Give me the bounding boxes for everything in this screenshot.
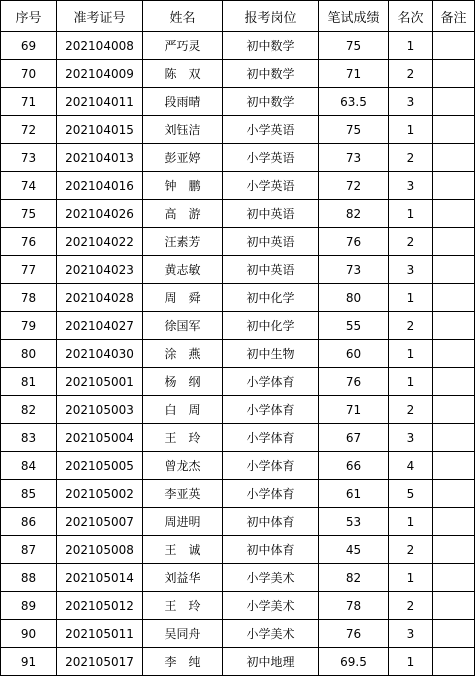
cell-seq: 83 bbox=[1, 424, 57, 452]
table-row bbox=[1, 172, 475, 200]
cell-position: 初中化学 bbox=[223, 284, 319, 312]
cell-rank: 2 bbox=[389, 592, 433, 620]
cell-score: 55 bbox=[319, 312, 389, 340]
cell-exam-id: 202105004 bbox=[57, 424, 143, 452]
cell-score: 76 bbox=[319, 620, 389, 648]
cell-rank: 3 bbox=[389, 88, 433, 116]
cell-name: 白 周 bbox=[143, 396, 223, 424]
cell-position: 小学美术 bbox=[223, 592, 319, 620]
cell-seq: 74 bbox=[1, 172, 57, 200]
cell-remark bbox=[433, 648, 475, 676]
cell-score: 75 bbox=[319, 32, 389, 60]
cell-score: 82 bbox=[319, 200, 389, 228]
cell-seq: 89 bbox=[1, 592, 57, 620]
cell-name: 王 玲 bbox=[143, 592, 223, 620]
cell-rank: 1 bbox=[389, 368, 433, 396]
cell-name: 彭亚婷 bbox=[143, 144, 223, 172]
header-position: 报考岗位 bbox=[223, 1, 319, 32]
cell-score: 67 bbox=[319, 424, 389, 452]
cell-remark bbox=[433, 116, 475, 144]
cell-remark bbox=[433, 620, 475, 648]
cell-name: 李 纯 bbox=[143, 648, 223, 676]
cell-remark bbox=[433, 424, 475, 452]
cell-exam-id: 202105001 bbox=[57, 368, 143, 396]
cell-seq: 84 bbox=[1, 452, 57, 480]
cell-seq: 91 bbox=[1, 648, 57, 676]
table-row bbox=[1, 256, 475, 284]
cell-rank: 4 bbox=[389, 452, 433, 480]
cell-position: 小学体育 bbox=[223, 452, 319, 480]
cell-exam-id: 202105008 bbox=[57, 536, 143, 564]
table-row bbox=[1, 620, 475, 648]
cell-exam-id: 202104016 bbox=[57, 172, 143, 200]
table-row bbox=[1, 368, 475, 396]
cell-score: 80 bbox=[319, 284, 389, 312]
cell-exam-id: 202105002 bbox=[57, 480, 143, 508]
cell-exam-id: 202105011 bbox=[57, 620, 143, 648]
cell-score: 60 bbox=[319, 340, 389, 368]
cell-position: 初中化学 bbox=[223, 312, 319, 340]
cell-remark bbox=[433, 340, 475, 368]
cell-exam-id: 202104011 bbox=[57, 88, 143, 116]
cell-remark bbox=[433, 592, 475, 620]
cell-position: 初中体育 bbox=[223, 508, 319, 536]
cell-name: 徐国军 bbox=[143, 312, 223, 340]
cell-name: 王 诚 bbox=[143, 536, 223, 564]
cell-remark bbox=[433, 452, 475, 480]
cell-remark bbox=[433, 256, 475, 284]
cell-rank: 2 bbox=[389, 228, 433, 256]
cell-exam-id: 202104028 bbox=[57, 284, 143, 312]
header-name: 姓名 bbox=[143, 1, 223, 32]
cell-position: 小学体育 bbox=[223, 424, 319, 452]
table-row bbox=[1, 564, 475, 592]
table-row bbox=[1, 424, 475, 452]
cell-position: 小学英语 bbox=[223, 172, 319, 200]
cell-rank: 2 bbox=[389, 536, 433, 564]
cell-rank: 3 bbox=[389, 172, 433, 200]
table-body bbox=[1, 32, 475, 676]
cell-position: 小学体育 bbox=[223, 480, 319, 508]
cell-remark bbox=[433, 144, 475, 172]
cell-remark bbox=[433, 508, 475, 536]
cell-seq: 71 bbox=[1, 88, 57, 116]
cell-score: 61 bbox=[319, 480, 389, 508]
cell-remark bbox=[433, 480, 475, 508]
cell-remark bbox=[433, 172, 475, 200]
table-row bbox=[1, 200, 475, 228]
table-row bbox=[1, 536, 475, 564]
table-row bbox=[1, 144, 475, 172]
table-row bbox=[1, 592, 475, 620]
cell-position: 小学体育 bbox=[223, 396, 319, 424]
header-seq: 序号 bbox=[1, 1, 57, 32]
cell-rank: 2 bbox=[389, 396, 433, 424]
header-exam-id: 准考证号 bbox=[57, 1, 143, 32]
cell-rank: 1 bbox=[389, 200, 433, 228]
cell-exam-id: 202105003 bbox=[57, 396, 143, 424]
cell-exam-id: 202104022 bbox=[57, 228, 143, 256]
cell-score: 78 bbox=[319, 592, 389, 620]
cell-score: 71 bbox=[319, 60, 389, 88]
cell-seq: 70 bbox=[1, 60, 57, 88]
cell-exam-id: 202105007 bbox=[57, 508, 143, 536]
cell-exam-id: 202104015 bbox=[57, 116, 143, 144]
cell-score: 76 bbox=[319, 228, 389, 256]
cell-remark bbox=[433, 88, 475, 116]
cell-name: 汪素芳 bbox=[143, 228, 223, 256]
cell-seq: 85 bbox=[1, 480, 57, 508]
cell-position: 初中地理 bbox=[223, 648, 319, 676]
cell-exam-id: 202104026 bbox=[57, 200, 143, 228]
cell-score: 45 bbox=[319, 536, 389, 564]
table-row bbox=[1, 396, 475, 424]
table-row bbox=[1, 452, 475, 480]
cell-position: 初中数学 bbox=[223, 32, 319, 60]
cell-rank: 2 bbox=[389, 60, 433, 88]
cell-score: 73 bbox=[319, 256, 389, 284]
cell-exam-id: 202104013 bbox=[57, 144, 143, 172]
cell-seq: 73 bbox=[1, 144, 57, 172]
header-rank: 名次 bbox=[389, 1, 433, 32]
cell-position: 初中英语 bbox=[223, 228, 319, 256]
cell-rank: 1 bbox=[389, 648, 433, 676]
cell-rank: 3 bbox=[389, 620, 433, 648]
cell-seq: 79 bbox=[1, 312, 57, 340]
cell-score: 66 bbox=[319, 452, 389, 480]
cell-rank: 1 bbox=[389, 508, 433, 536]
cell-name: 曾龙杰 bbox=[143, 452, 223, 480]
cell-name: 刘钰洁 bbox=[143, 116, 223, 144]
table-row bbox=[1, 88, 475, 116]
cell-seq: 76 bbox=[1, 228, 57, 256]
cell-seq: 72 bbox=[1, 116, 57, 144]
cell-exam-id: 202105014 bbox=[57, 564, 143, 592]
cell-rank: 2 bbox=[389, 312, 433, 340]
cell-rank: 1 bbox=[389, 284, 433, 312]
table-row bbox=[1, 312, 475, 340]
cell-score: 53 bbox=[319, 508, 389, 536]
cell-position: 初中数学 bbox=[223, 60, 319, 88]
table-row bbox=[1, 60, 475, 88]
cell-remark bbox=[433, 368, 475, 396]
cell-remark bbox=[433, 284, 475, 312]
cell-name: 杨 纲 bbox=[143, 368, 223, 396]
table-row bbox=[1, 340, 475, 368]
cell-seq: 87 bbox=[1, 536, 57, 564]
table-row bbox=[1, 508, 475, 536]
cell-seq: 77 bbox=[1, 256, 57, 284]
cell-exam-id: 202105005 bbox=[57, 452, 143, 480]
table-row bbox=[1, 32, 475, 60]
cell-rank: 3 bbox=[389, 256, 433, 284]
cell-name: 钟 鹏 bbox=[143, 172, 223, 200]
cell-name: 严巧灵 bbox=[143, 32, 223, 60]
cell-position: 小学美术 bbox=[223, 620, 319, 648]
cell-exam-id: 202104030 bbox=[57, 340, 143, 368]
cell-seq: 80 bbox=[1, 340, 57, 368]
cell-score: 72 bbox=[319, 172, 389, 200]
header-row bbox=[1, 1, 475, 32]
cell-score: 76 bbox=[319, 368, 389, 396]
table-row bbox=[1, 480, 475, 508]
cell-exam-id: 202105012 bbox=[57, 592, 143, 620]
cell-remark bbox=[433, 32, 475, 60]
cell-name: 刘益华 bbox=[143, 564, 223, 592]
cell-position: 初中英语 bbox=[223, 200, 319, 228]
cell-seq: 86 bbox=[1, 508, 57, 536]
cell-exam-id: 202104027 bbox=[57, 312, 143, 340]
cell-seq: 75 bbox=[1, 200, 57, 228]
cell-score: 75 bbox=[319, 116, 389, 144]
cell-name: 吴同舟 bbox=[143, 620, 223, 648]
cell-rank: 1 bbox=[389, 116, 433, 144]
cell-position: 初中体育 bbox=[223, 536, 319, 564]
cell-score: 82 bbox=[319, 564, 389, 592]
cell-remark bbox=[433, 228, 475, 256]
cell-remark bbox=[433, 396, 475, 424]
table-row bbox=[1, 228, 475, 256]
cell-name: 王 玲 bbox=[143, 424, 223, 452]
cell-position: 小学体育 bbox=[223, 368, 319, 396]
header-score: 笔试成绩 bbox=[319, 1, 389, 32]
cell-exam-id: 202105017 bbox=[57, 648, 143, 676]
cell-position: 初中数学 bbox=[223, 88, 319, 116]
cell-remark bbox=[433, 60, 475, 88]
cell-name: 高 游 bbox=[143, 200, 223, 228]
cell-score: 69.5 bbox=[319, 648, 389, 676]
cell-rank: 1 bbox=[389, 340, 433, 368]
cell-name: 段雨晴 bbox=[143, 88, 223, 116]
cell-position: 初中生物 bbox=[223, 340, 319, 368]
cell-position: 小学美术 bbox=[223, 564, 319, 592]
cell-name: 涂 燕 bbox=[143, 340, 223, 368]
table-row bbox=[1, 284, 475, 312]
cell-score: 71 bbox=[319, 396, 389, 424]
cell-position: 小学英语 bbox=[223, 116, 319, 144]
table-header bbox=[1, 1, 475, 32]
cell-name: 陈 双 bbox=[143, 60, 223, 88]
cell-rank: 3 bbox=[389, 424, 433, 452]
cell-remark bbox=[433, 536, 475, 564]
cell-seq: 88 bbox=[1, 564, 57, 592]
cell-seq: 69 bbox=[1, 32, 57, 60]
cell-name: 周进明 bbox=[143, 508, 223, 536]
cell-seq: 82 bbox=[1, 396, 57, 424]
cell-name: 李亚英 bbox=[143, 480, 223, 508]
cell-exam-id: 202104023 bbox=[57, 256, 143, 284]
cell-seq: 90 bbox=[1, 620, 57, 648]
cell-score: 63.5 bbox=[319, 88, 389, 116]
cell-rank: 2 bbox=[389, 144, 433, 172]
cell-rank: 1 bbox=[389, 564, 433, 592]
cell-exam-id: 202104008 bbox=[57, 32, 143, 60]
cell-position: 小学英语 bbox=[223, 144, 319, 172]
cell-score: 73 bbox=[319, 144, 389, 172]
cell-rank: 5 bbox=[389, 480, 433, 508]
cell-remark bbox=[433, 564, 475, 592]
cell-name: 周 舜 bbox=[143, 284, 223, 312]
cell-remark bbox=[433, 200, 475, 228]
cell-seq: 78 bbox=[1, 284, 57, 312]
header-remark: 备注 bbox=[433, 1, 475, 32]
cell-name: 黄志敏 bbox=[143, 256, 223, 284]
table-row bbox=[1, 648, 475, 676]
cell-position: 初中英语 bbox=[223, 256, 319, 284]
cell-remark bbox=[433, 312, 475, 340]
cell-exam-id: 202104009 bbox=[57, 60, 143, 88]
cell-seq: 81 bbox=[1, 368, 57, 396]
table-row bbox=[1, 116, 475, 144]
cell-rank: 1 bbox=[389, 32, 433, 60]
